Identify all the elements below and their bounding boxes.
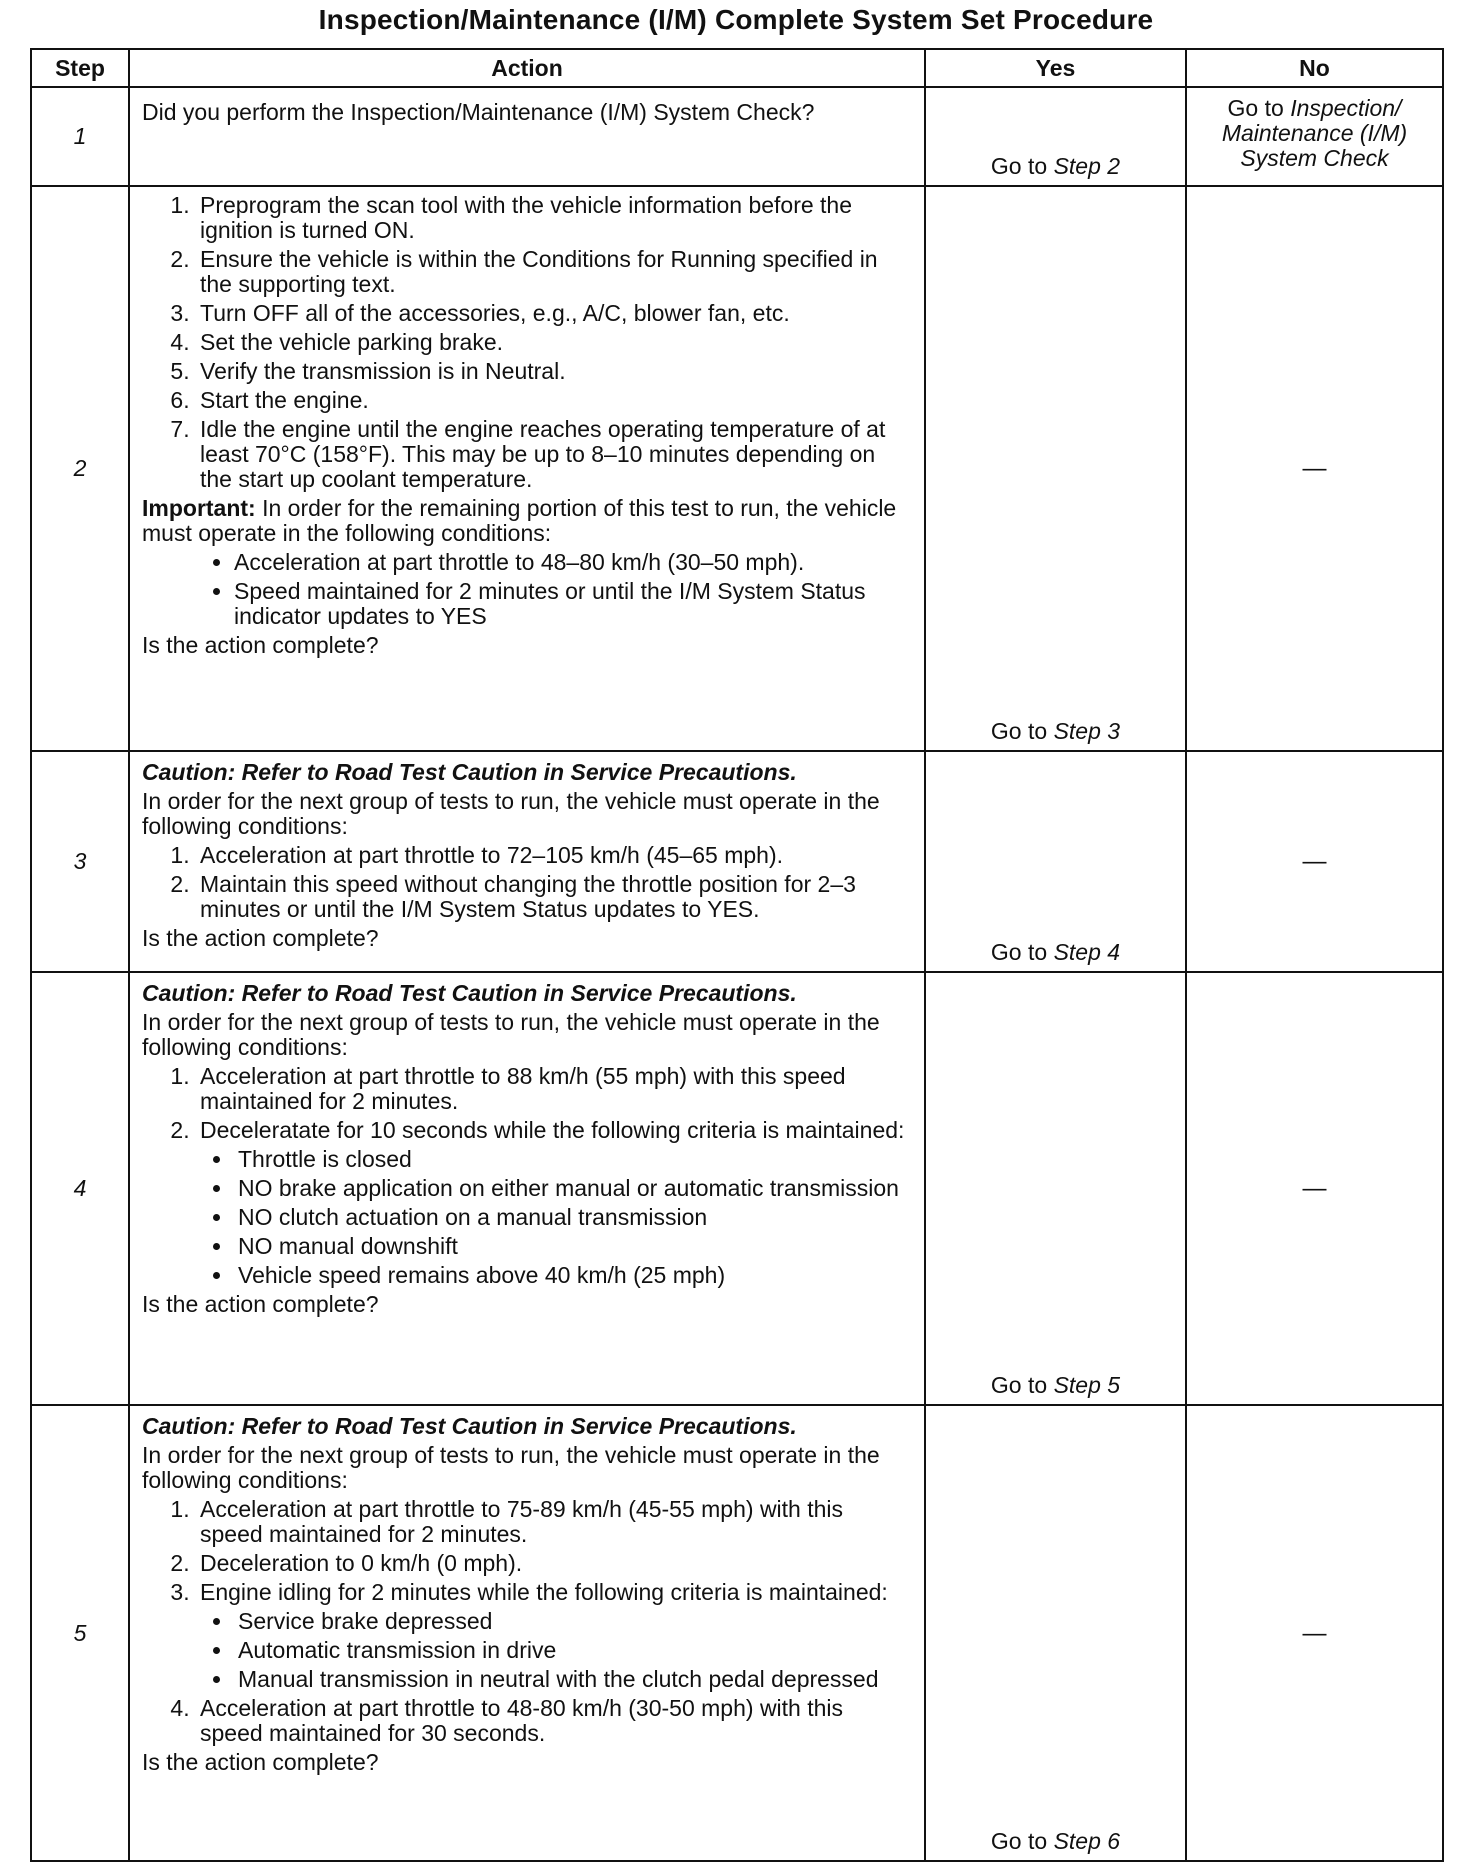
- list-item: 1. Acceleration at part throttle to 72–105 km/h (45–65 mph).: [196, 843, 910, 868]
- header-action: Action: [129, 49, 925, 87]
- list-item: • Acceleration at part throttle to 48–80 km/h (30–50 mph).: [234, 550, 910, 575]
- step-number: 4: [31, 972, 129, 1405]
- table-row: [31, 751, 1443, 972]
- caution-note: Caution: Refer to Road Test Caution in Service Precautions.: [142, 759, 797, 785]
- action-cell: [129, 87, 925, 186]
- yes-step-link[interactable]: Step 2: [1053, 153, 1121, 179]
- list-item: 4. Set the vehicle parking brake.: [196, 330, 910, 355]
- no-cell: [1186, 186, 1443, 751]
- bullet-list: [200, 1609, 910, 1692]
- yes-step-link[interactable]: Step 5: [1053, 1372, 1121, 1398]
- no-cell: [1186, 972, 1443, 1405]
- list-item: • Vehicle speed remains above 40 km/h (25 mph): [234, 1263, 910, 1288]
- list-item: • Manual transmission in neutral with the clutch pedal depressed: [234, 1667, 910, 1692]
- action-question: Is the action complete?: [142, 1749, 379, 1775]
- list-item-text: Engine idling for 2 minutes while the following criteria is maintained:: [200, 1579, 888, 1605]
- no-prefix: Go to: [1227, 95, 1284, 121]
- table-row: [31, 972, 1443, 1405]
- bullet-list: [142, 550, 910, 629]
- important-label: Important:: [142, 495, 256, 521]
- table-row: [31, 87, 1443, 186]
- list-item: 2. Deceleration to 0 km/h (0 mph).: [196, 1551, 910, 1576]
- no-check-link[interactable]: Inspection/ Maintenance (I/M) System Check: [1221, 95, 1408, 171]
- header-yes: Yes: [925, 49, 1186, 87]
- table-row: [31, 186, 1443, 751]
- list-item-text: Deceleratate for 10 seconds while the following criteria is maintained:: [200, 1117, 905, 1143]
- numbered-list: [142, 1497, 910, 1746]
- list-item: • Automatic transmission in drive: [234, 1638, 910, 1663]
- list-item: • Service brake depressed: [234, 1609, 910, 1634]
- header-no: No: [1186, 49, 1443, 87]
- step-number: 2: [31, 186, 129, 751]
- yes-prefix: Go to: [990, 939, 1048, 965]
- list-item: [196, 1118, 910, 1288]
- action-cell: [129, 972, 925, 1405]
- yes-step-link[interactable]: Step 4: [1053, 939, 1121, 965]
- header-step: Step: [31, 49, 129, 87]
- yes-step-link[interactable]: Step 6: [1053, 1828, 1121, 1854]
- list-item: • Speed maintained for 2 minutes or until the I/M System Status indicator updates to YES: [234, 579, 910, 629]
- important-note: [142, 496, 910, 546]
- list-item: 1. Acceleration at part throttle to 88 km/h (55 mph) with this speed maintained for 2 minutes.: [196, 1064, 910, 1114]
- yes-cell: [925, 87, 1186, 186]
- yes-prefix: Go to: [990, 153, 1048, 179]
- no-dash: —: [1302, 1175, 1327, 1202]
- no-cell: [1186, 751, 1443, 972]
- yes-step-link[interactable]: Step 3: [1053, 718, 1121, 744]
- no-dash: —: [1302, 1619, 1327, 1647]
- step-number: 5: [31, 1405, 129, 1861]
- yes-prefix: Go to: [990, 1828, 1048, 1854]
- yes-prefix: Go to: [990, 718, 1048, 744]
- no-dash: —: [1302, 455, 1327, 482]
- list-item: 2. Maintain this speed without changing the throttle position for 2–3 minutes or until the I/M System Status updates to YES.: [196, 872, 910, 922]
- yes-cell: [925, 972, 1186, 1405]
- action-question: Is the action complete?: [142, 1291, 379, 1317]
- intro-text: In order for the next group of tests to run, the vehicle must operate in the following conditions:: [142, 788, 880, 839]
- list-item: • NO manual downshift: [234, 1234, 910, 1259]
- action-question: Did you perform the Inspection/Maintenance (I/M) System Check?: [142, 99, 815, 125]
- yes-prefix: Go to: [990, 1372, 1048, 1398]
- yes-cell: [925, 1405, 1186, 1861]
- step-number: 3: [31, 751, 129, 972]
- list-item: 1. Preprogram the scan tool with the vehicle information before the ignition is turned ON.: [196, 193, 910, 243]
- document-title: Inspection/Maintenance (I/M) Complete System Set Procedure: [318, 4, 1154, 35]
- header-row: [31, 49, 1443, 87]
- list-item: • NO brake application on either manual or automatic transmission: [234, 1176, 910, 1201]
- list-item: 3. Turn OFF all of the accessories, e.g., A/C, blower fan, etc.: [196, 301, 910, 326]
- action-cell: [129, 1405, 925, 1861]
- action-cell: [129, 751, 925, 972]
- list-item: 1. Acceleration at part throttle to 75-89 km/h (45-55 mph) with this speed maintained for 2 minutes.: [196, 1497, 910, 1547]
- action-cell: [129, 186, 925, 751]
- bullet-list: [200, 1147, 910, 1288]
- no-cell: [1186, 1405, 1443, 1861]
- numbered-list: [142, 193, 910, 492]
- list-item: 4. Acceleration at part throttle to 48-80 km/h (30-50 mph) with this speed maintained for 30 seconds.: [196, 1696, 910, 1746]
- important-text: In order for the remaining portion of this test to run, the vehicle must operate in the following conditions:: [142, 495, 897, 546]
- intro-text: In order for the next group of tests to run, the vehicle must operate in the following conditions:: [142, 1442, 880, 1493]
- list-item: • Throttle is closed: [234, 1147, 910, 1172]
- yes-cell: [925, 186, 1186, 751]
- procedure-table: [30, 48, 1444, 1862]
- list-item: • NO clutch actuation on a manual transmission: [234, 1205, 910, 1230]
- yes-cell: [925, 751, 1186, 972]
- action-question: Is the action complete?: [142, 925, 379, 951]
- list-item: 5. Verify the transmission is in Neutral.: [196, 359, 910, 384]
- intro-text: In order for the next group of tests to run, the vehicle must operate in the following conditions:: [142, 1009, 880, 1060]
- list-item: [196, 1580, 910, 1692]
- action-question: Is the action complete?: [142, 632, 379, 658]
- table-row: [31, 1405, 1443, 1861]
- caution-note: Caution: Refer to Road Test Caution in Service Precautions.: [142, 980, 797, 1006]
- numbered-list: [142, 843, 910, 922]
- step-number: 1: [31, 87, 129, 186]
- list-item: 2. Ensure the vehicle is within the Conditions for Running specified in the supporting text.: [196, 247, 910, 297]
- no-dash: —: [1302, 848, 1327, 875]
- caution-note: Caution: Refer to Road Test Caution in Service Precautions.: [142, 1413, 797, 1439]
- no-cell: [1186, 87, 1443, 186]
- numbered-list: [142, 1064, 910, 1288]
- list-item: 6. Start the engine.: [196, 388, 910, 413]
- list-item: 7. Idle the engine until the engine reaches operating temperature of at least 70°C (158°F). This may be up to 8–10 minutes depending on the start up coolant temperature.: [196, 417, 910, 492]
